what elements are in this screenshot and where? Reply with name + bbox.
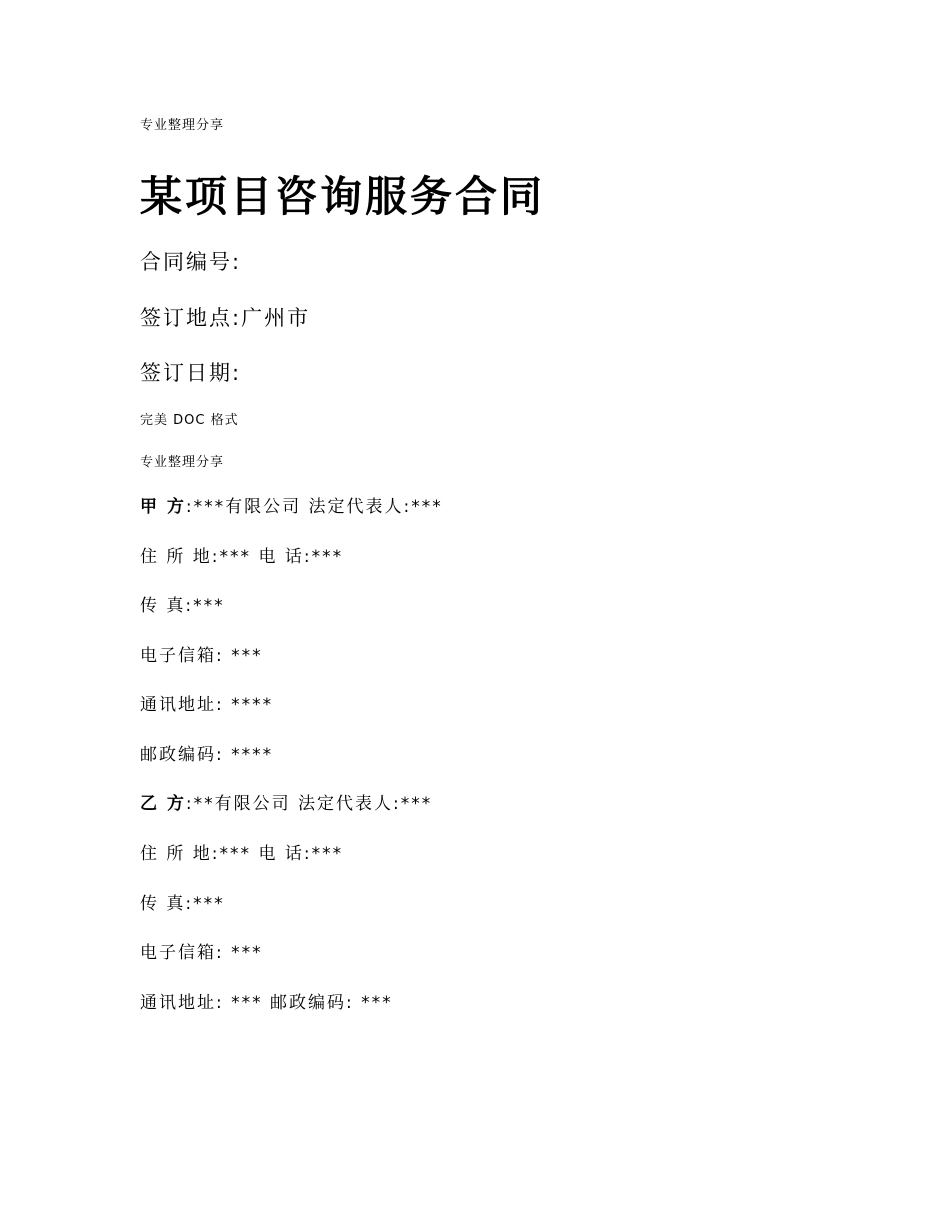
party-b-label: 乙 方	[140, 794, 186, 814]
signing-place-field: 签订地点:广州市	[140, 306, 311, 330]
party-a-line	[140, 499, 443, 516]
party-a-postcode: 邮政编码: ****	[140, 745, 274, 765]
party-b-line	[140, 796, 432, 813]
party-a-info: :***有限公司 法定代表人:***	[185, 497, 443, 517]
party-b-fax: 传 真:***	[140, 894, 225, 914]
party-b-email: 电子信箱: ***	[140, 943, 263, 963]
party-b-address-phone: 住 所 地:*** 电 话:***	[140, 844, 344, 864]
party-a-label: 甲 方	[140, 497, 186, 517]
page-header-label: 专业整理分享	[140, 118, 225, 133]
party-a-fax: 传 真:***	[140, 596, 225, 616]
party-a-email: 电子信箱: ***	[140, 646, 263, 666]
page-header-label-repeat: 专业整理分享	[140, 455, 225, 470]
party-b-info: :**有限公司 法定代表人:***	[185, 794, 433, 814]
party-b-mail-postcode: 通讯地址: *** 邮政编码: ***	[140, 993, 393, 1013]
page-footer-label: 完美 DOC 格式	[140, 413, 239, 428]
contract-number-field: 合同编号:	[140, 250, 242, 274]
party-a-mail-address: 通讯地址: ****	[140, 695, 274, 715]
document-title: 某项目咨询服务合同	[140, 172, 546, 221]
party-a-address-phone: 住 所 地:*** 电 话:***	[140, 547, 344, 567]
signing-date-field: 签订日期:	[140, 361, 242, 385]
